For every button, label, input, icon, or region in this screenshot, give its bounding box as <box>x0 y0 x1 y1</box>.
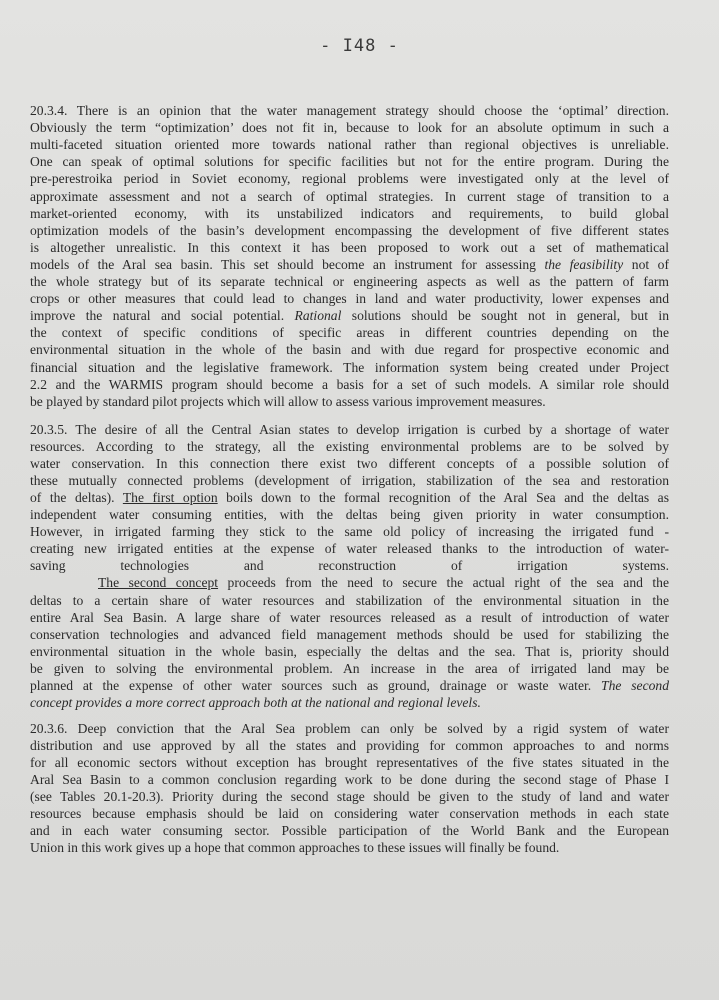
text-run: deltas to a certain share of water resources and stabilization of the environmental situation in the <box>30 592 669 608</box>
text-line <box>30 720 669 737</box>
text-line <box>30 256 669 273</box>
text-run: multi-faceted situation oriented more towards national rather than regional objectives is unreliable. <box>30 137 669 153</box>
text-run: 2.2 and the WARMIS program should become a basis for a set of such models. A similar role should <box>30 376 669 392</box>
text-line <box>30 660 669 677</box>
text-line <box>30 694 669 711</box>
text-line <box>30 376 669 393</box>
text-run: creating new irrigated entities at the expense of water released thanks to the introduction of water- <box>30 541 669 557</box>
text-line <box>30 626 669 643</box>
text-run: environmental situation in the whole of the basin and with due regard for prospective economic and <box>30 342 669 358</box>
text-line <box>30 393 669 410</box>
text-run: Obviously the term “optimization’ does not fit in, because to look for an absolute optimum in such a <box>30 120 669 136</box>
text-run: (see Tables 20.1-20.3). Priority during the second stage should be given to the study of land and water <box>30 789 669 804</box>
text-line <box>30 421 669 438</box>
text-run: conservation technologies and advanced field management methods should be used for stabilizing the <box>30 626 669 642</box>
text-line <box>30 307 669 324</box>
text-line <box>30 324 669 341</box>
italic-text: The second <box>601 677 669 693</box>
text-line <box>30 136 669 153</box>
text-line <box>30 205 669 222</box>
text-line <box>30 489 669 506</box>
text-run: Union in this work gives up a hope that common approaches to these issues will finally be found. <box>30 840 560 855</box>
text-run: Aral Sea Basin to a common conclusion regarding work to be done during the second stage of Phase I <box>30 772 669 787</box>
text-line <box>30 341 669 358</box>
text-line <box>30 290 669 307</box>
text-line <box>30 839 669 856</box>
text-line <box>30 609 669 626</box>
italic-text: the feasibility <box>544 256 624 272</box>
text-run: is altogether unrealistic. In this context it has been proposed to work out a set of mathematical <box>30 239 669 255</box>
text-line <box>30 170 669 187</box>
text-run: proceeds from the need to secure the actual right of the sea and the <box>218 575 669 591</box>
text-run: independent water consuming entities, with the deltas being given priority in water consumption. <box>30 507 669 523</box>
text-line <box>30 222 669 239</box>
text-line <box>30 540 669 557</box>
text-line <box>30 359 669 376</box>
text-line <box>30 771 669 788</box>
text-line <box>30 523 669 540</box>
text-line <box>30 592 669 609</box>
text-run: optimization models of the basin’s development encompassing the development of five different states <box>30 222 669 238</box>
text-line <box>30 455 669 472</box>
text-line <box>30 822 669 839</box>
text-run: be played by standard pilot projects which will allow to assess various improvement measures. <box>30 393 546 409</box>
text-line <box>30 677 669 694</box>
text-line <box>30 472 669 489</box>
text-run: improve the natural and social potential. <box>30 308 295 324</box>
text-line <box>30 754 669 771</box>
italic-text: Rational <box>294 308 342 324</box>
text-run: of the deltas). <box>30 490 123 506</box>
italic-text: concept provides a more correct approach both at the national and regional levels. <box>30 694 481 710</box>
text-run: boils down to the formal recognition of the Aral Sea and the deltas as <box>217 490 669 506</box>
text-line <box>30 102 669 119</box>
text-line <box>30 805 669 822</box>
text-run: However, in irrigated farming they stick to the same old policy of increasing the irrigated fund - <box>30 524 669 540</box>
text-run: resources. According to the strategy, all the existing environmental problems are to be solved by <box>30 439 669 455</box>
text-line <box>30 119 669 136</box>
text-line <box>30 153 669 170</box>
text-run: not of <box>623 256 669 272</box>
text-line <box>30 438 669 455</box>
text-run: models of the Aral sea basin. This set should become an instrument for assessing <box>30 256 545 272</box>
text-run: and in each water consuming sector. Possible participation of the World Bank and the European <box>30 823 669 838</box>
text-run: solutions should be sought not in general, but in <box>341 308 669 324</box>
page-number: - I48 - <box>320 36 399 56</box>
text-run: 20.3.6. Deep conviction that the Aral Sea problem can only be solved by a rigid system of water <box>30 721 669 736</box>
text-run: crops or other measures that could lead to changes in land and water productivity, lower expenses and <box>30 291 669 307</box>
text-run: 20.3.5. The desire of all the Central Asian states to develop irrigation is curbed by a shortage of water <box>30 422 669 437</box>
text-line <box>30 506 669 523</box>
text-run: for all economic sectors without exception has brought representatives of the five states situated in the <box>30 755 669 770</box>
text-run: market-oriented economy, with its unstabilized indicators and requirements, to build global <box>30 205 669 221</box>
text-run: pre-perestroika period in Soviet economy, regional problems were investigated only at the level of <box>30 171 669 187</box>
text-run: entire Aral Sea Basin. A large share of water resources released as a result of introduction of water <box>30 609 669 625</box>
text-run: saving technologies and reconstruction of irrigation systems. <box>30 558 669 574</box>
text-run: water conservation. In this connection there exist two different concepts of a possible solution of <box>30 456 669 472</box>
text-run: financial situation and the legislative framework. The information system being created under Project <box>30 359 669 375</box>
text-run: environmental situation in the whole basin, especially the deltas and the sea. That is, priority should <box>30 643 669 659</box>
underlined-text: The second concept <box>98 575 219 591</box>
text-run: these mutually connected problems (development of irrigation, stabilization of the sea and restoration <box>30 473 669 489</box>
text-run: approximate assessment and not a search of optimal strategies. In current stage of transition to a <box>30 188 669 204</box>
text-run: resources because emphasis should be laid on considering water conservation methods in each state <box>30 806 669 821</box>
text-line <box>30 737 669 754</box>
underlined-text: The first option <box>122 490 218 506</box>
text-line <box>30 788 669 805</box>
text-line <box>30 557 669 574</box>
text-run: be given to solving the environmental problem. An increase in the area of irrigated land may be <box>30 660 669 676</box>
text-run: 20.3.4. There is an opinion that the water management strategy should choose the ‘optimal’ direction. <box>30 103 669 118</box>
text-line <box>30 239 669 256</box>
text-run: planned at the expense of other water sources such as ground, drainage or waste water. <box>30 677 602 693</box>
text-line <box>98 574 669 591</box>
text-run: distribution and use approved by all the states and providing for common approaches to and norms <box>30 738 669 753</box>
text-line <box>30 643 669 660</box>
text-line <box>30 273 669 290</box>
text-run: the whole strategy but of its separate technical or engineering aspects as well as the pattern of farm <box>30 274 669 289</box>
text-line <box>30 188 669 205</box>
text-run: the context of specific conditions of specific areas in different countries depending on the <box>30 325 669 341</box>
text-run: One can speak of optimal solutions for specific facilities but not for the entire program. During the <box>30 154 669 170</box>
